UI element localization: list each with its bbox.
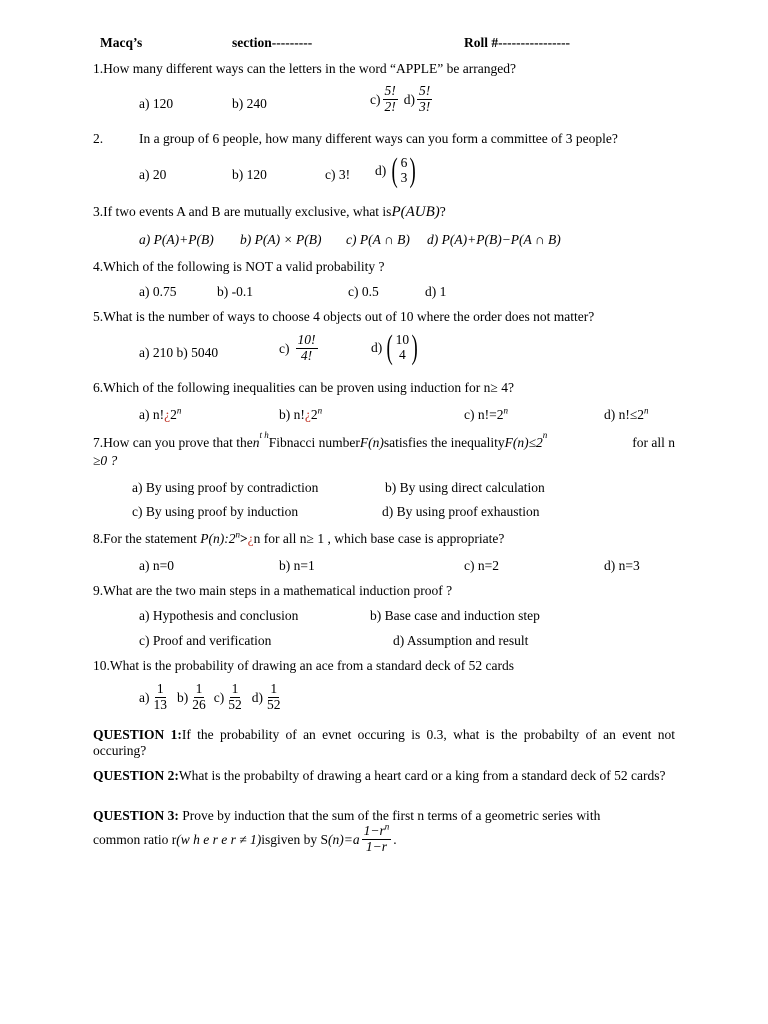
q2-option-c: c) 3! [325, 167, 351, 182]
q10-option-c: $\frac{1}{52}$ [228, 681, 242, 712]
q3-option-d: d) P(A)+P(B)−P(A ∩ B) [427, 232, 561, 247]
q5-text: 5.What is the number of ways to choose 4 objects out of 10 where the order does not matter? [93, 309, 595, 324]
q3-text: 3.If two events A and B are mutually exclusive, what isP(AUB)? [93, 204, 446, 220]
q8-option-d: d) n=3 [604, 558, 640, 573]
q10-option-b: $\frac{1}{26}$ [192, 681, 206, 712]
q2-number: 2. [93, 131, 104, 146]
q6-option-c: c) $n!=2^n$ [464, 405, 508, 422]
question-3: QUESTION 3: Prove by induction that the sum of the first n terms of a geometric series with [93, 808, 601, 823]
q3-option-b: b) P(A) × P(B) [240, 232, 322, 247]
q1-option-c: c) $\frac{5!}{2!}$ d) $\frac{5!}{3!}$ [370, 83, 431, 114]
q4-text: 4.Which of the following is NOT a valid probability ? [93, 259, 385, 274]
q7-option-c: c) By using proof by induction [132, 504, 299, 519]
q8-text: 8.For the statement $P(n):2^n>¿n$ for all n≥ 1 , which base case is appropriate? [93, 529, 505, 546]
q7-text: 7.How can you prove that the n t h Fibnacci number F(n) satisfies the inequality F(n)≤2 n for all n [93, 430, 675, 450]
q9-option-d: d) Assumption and result [393, 633, 529, 648]
q3-option-a: a) P(A)+P(B) [139, 232, 214, 247]
question-3-line2: common ratio r (w h e r e r ≠ 1) isgiven by S (n)=a $\frac{1-r^n}{1-r}$ . [93, 821, 397, 854]
question-1: QUESTION 1:If the probability of an evnet occuring is 0.3, what is the probabilty of an event not occuring? [93, 727, 675, 758]
q7-text-line2: ≥0 ? [93, 453, 118, 468]
q4-option-d: d) 1 [425, 284, 447, 299]
q6-text: 6.Which of the following inequalities can be proven using induction for n≥ 4? [93, 380, 514, 395]
q9-text: 9.What are the two main steps in a mathematical induction proof ? [93, 583, 453, 598]
q9-option-c: c) Proof and verification [139, 633, 272, 648]
header-course: Macq’s [100, 35, 143, 50]
q5-option-ab: a) 210 b) 5040 [139, 345, 219, 360]
q2-option-b: b) 120 [232, 167, 267, 182]
header-section: section--------- [232, 35, 313, 50]
q4-option-c: c) 0.5 [348, 284, 379, 299]
q7-option-b: b) By using direct calculation [385, 480, 545, 495]
q9-option-a: a) Hypothesis and conclusion [139, 608, 299, 623]
q10-option-d: $\frac{1}{52}$ [267, 681, 281, 712]
q6-option-a: a) n!¿2$^n$ [139, 405, 182, 422]
q1-option-b: b) 240 [232, 96, 267, 111]
q8-option-c: c) n=2 [464, 558, 499, 573]
q3-option-c: c) P(A ∩ B) [346, 232, 410, 247]
q6-option-b: b) n!¿2$^n$ [279, 405, 323, 422]
q9-option-b: b) Base case and induction step [370, 608, 540, 623]
question-2: QUESTION 2:What is the probabilty of drawing a heart card or a king from a standard deck of 52 cards? [93, 768, 666, 783]
q4-option-a: a) 0.75 [139, 284, 177, 299]
q7-option-a: a) By using proof by contradiction [132, 480, 319, 495]
q2-option-a: a) 20 [139, 167, 167, 182]
q10-option-a-label: a) [139, 689, 150, 705]
q2-text: In a group of 6 people, how many different ways can you form a committee of 3 people? [139, 131, 618, 146]
q8-option-a: a) n=0 [139, 558, 174, 573]
q10-option-a: $\frac{1}{13}$ [153, 681, 167, 712]
q10-options: a) $\frac{1}{13}$ b) $\frac{1}{26}$ c) $\frac{1}{52}$ d) $\frac{1}{52}$ [139, 681, 281, 712]
q10-text: 10.What is the probability of drawing an ace from a standard deck of 52 cards [93, 658, 514, 673]
q8-option-b: b) n=1 [279, 558, 315, 573]
header-roll: Roll #---------------- [464, 35, 571, 50]
q2-option-d: d) ( 6 3 ) [375, 152, 417, 189]
q1-text: 1.How many different ways can the letters in the word “APPLE” be arranged? [93, 61, 516, 76]
q4-option-b: b) -0.1 [217, 284, 253, 299]
q7-option-d: d) By using proof exhaustion [382, 504, 540, 519]
q5-option-d: d) ( 10 4 ) [371, 329, 418, 366]
q6-option-d: d) $n!\le 2^n$ [604, 405, 649, 422]
q1-option-a: a) 120 [139, 96, 174, 111]
q5-option-c: c) $\frac{10!}{4!}$ [279, 332, 316, 363]
